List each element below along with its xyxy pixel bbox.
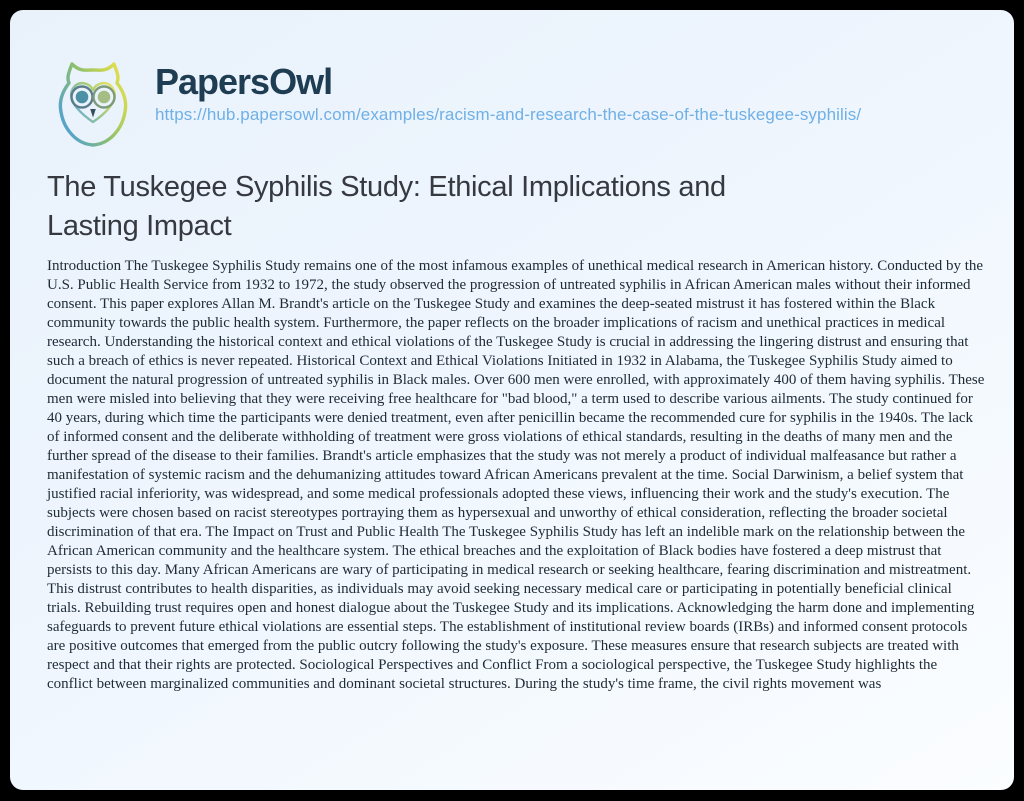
papersowl-logo (46, 56, 140, 156)
owl-icon (46, 56, 140, 156)
brand-name: PapersOwl (155, 61, 333, 102)
article-title: The Tuskegee Syphilis Study: Ethical Implications and Lasting Impact (47, 171, 726, 242)
article-body: Introduction The Tuskegee Syphilis Study remains one of the most infamous examples of unethical medical research in American history. Conducted by the U.S. Public Health Service from 1932 to 1972, the study observed the progression of untreated syphilis in African American males without their informed consent. This paper explores Allan M. Brandt's article on the Tuskegee Study and examines the deep-seated mistrust it has fostered within the Black community towards the public health system. Furthermore, the paper reflects on the broader implications of racism and unethical practices in medical research. Understanding the historical context and ethical violations of the Tuskegee Study is crucial in addressing the lingering distrust and ensuring that such a breach of ethics is never repeated. Historical Context and Ethical Violations Initiated in 1932 in Alabama, the Tuskegee Syphilis Study aimed to document the natural progression of untreated syphilis in Black males. Over 600 men were enrolled, with approximately 400 of them having syphilis. These men were misled into believing that they were receiving free healthcare for "bad blood," a term used to describe various ailments. The study continued for 40 years, during which time the participants were denied treatment, even after penicillin became the recommended cure for syphilis in the 1940s. The lack of informed consent and the deliberate withholding of treatment were gross violations of ethical standards, resulting in the deaths of many men and the further spread of the disease to their families. Brandt's article emphasizes that the study was not merely a product of individual malfeasance but rather a manifestation of systemic racism and the dehumanizing attitudes toward African Americans prevalent at the time. Social Darwinism, a belief system that justified racial inferiority, was widespread, and some medical professionals adopted these views, influencing their work and the study's execution. The subjects were chosen based on racist stereotypes portraying them as hypersexual and unworthy of ethical consideration, reflecting the broader societal discrimination of that era. The Impact on Trust and Public Health The Tuskegee Syphilis Study has left an indelible mark on the relationship between the African American community and the healthcare system. The ethical breaches and the exploitation of Black bodies have fostered a deep mistrust that persists to this day. Many African Americans are wary of participating in medical research or seeking healthcare, fearing discrimination and mistreatment. This distrust contributes to health disparities, as individuals may avoid seeking necessary medical care or participating in potentially beneficial clinical trials. Rebuilding trust requires open and honest dialogue about the Tuskegee Study and its implications. Acknowledging the harm done and implementing safeguards to prevent future ethical violations are essential steps. The establishment of institutional review boards (IRBs) and informed consent protocols are positive outcomes that emerged from the public outcry following the study's exposure. These measures ensure that research subjects are treated with respect and that their rights are protected. Sociological Perspectives and Conflict From a sociological perspective, the Tuskegee Study highlights the conflict between marginalized communities and dominant societal structures. During the study's time frame, the civil rights movement was (47, 258, 985, 692)
source-url-link[interactable]: https://hub.papersowl.com/examples/racism-and-research-the-case-of-the-tuskegee-syphilis/ (155, 105, 862, 124)
